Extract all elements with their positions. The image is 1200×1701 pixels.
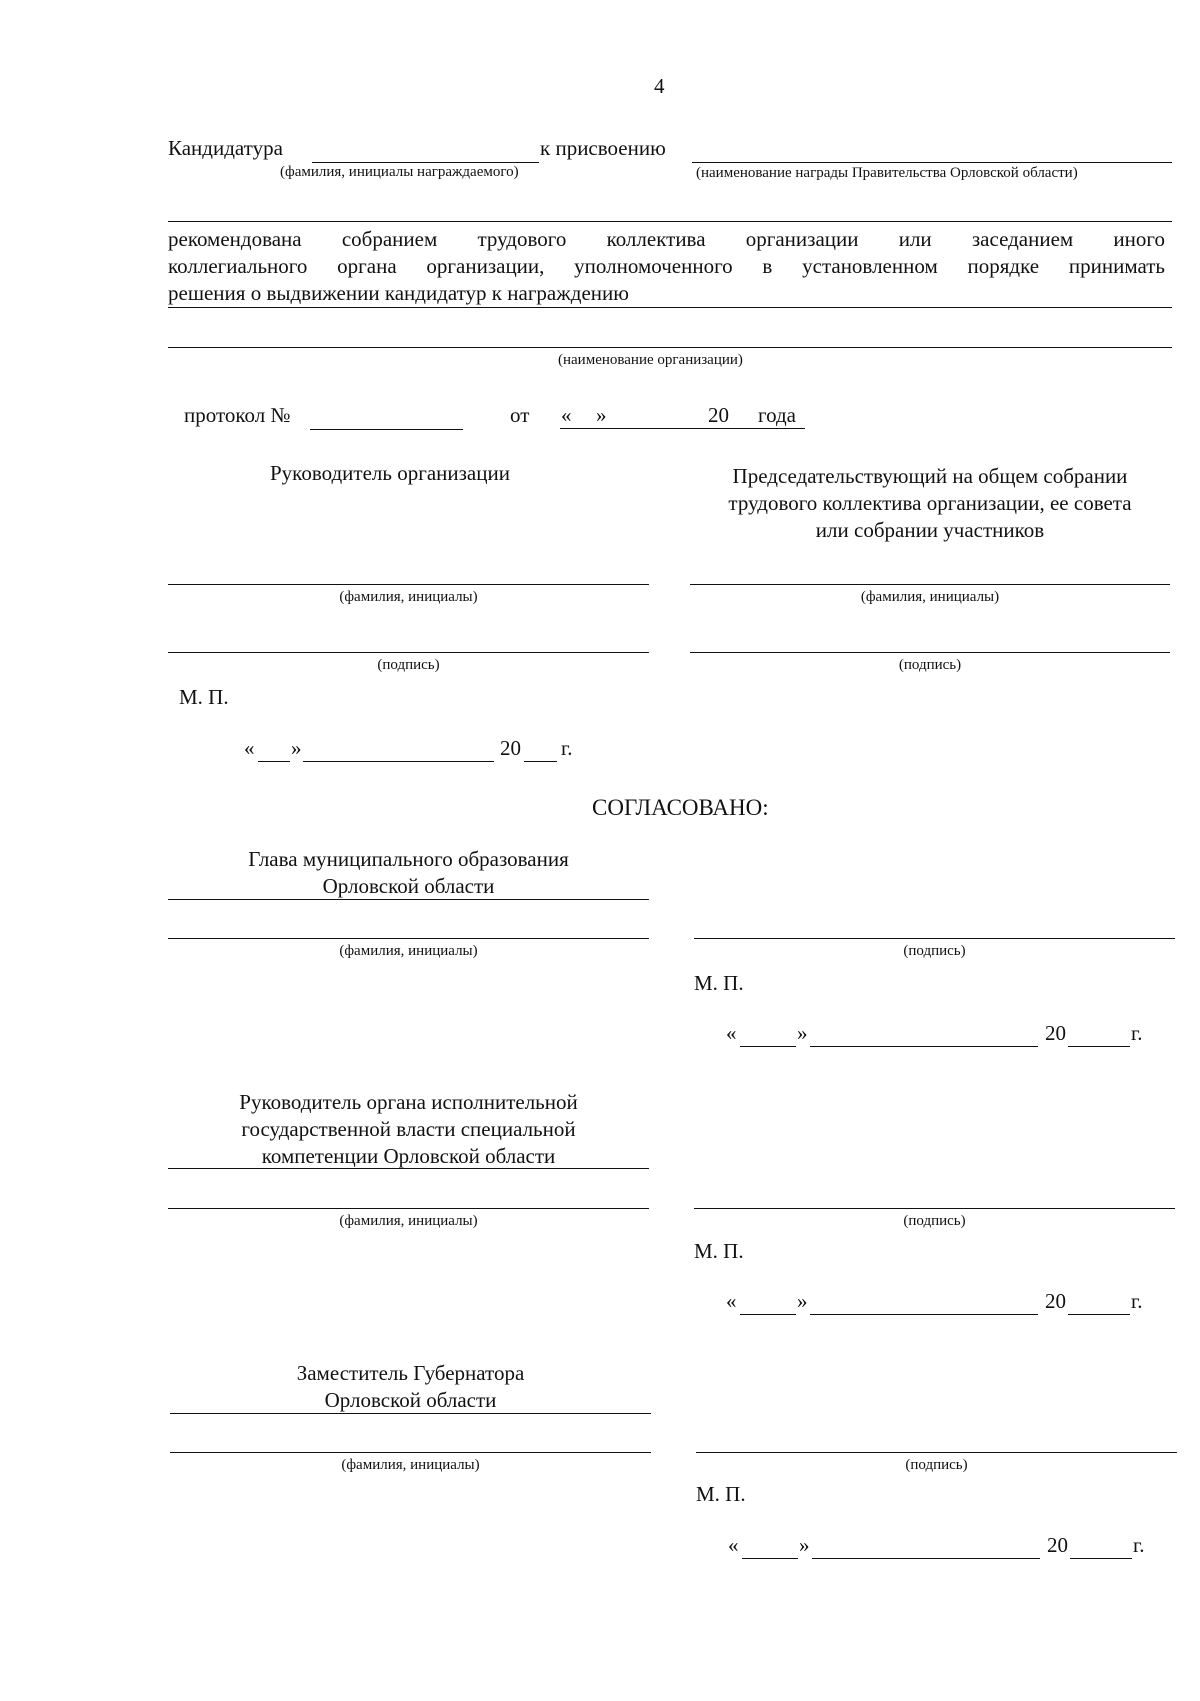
chair-title-line-3: или собрании участников xyxy=(815,518,1045,542)
approval-2-signature-line[interactable] xyxy=(694,1208,1175,1209)
approval-1-date-day-line[interactable] xyxy=(740,1046,796,1047)
approval-3-signature-line[interactable] xyxy=(696,1452,1177,1453)
approval-2-title-line-1: Руководитель органа исполнительной xyxy=(239,1090,578,1114)
approval-1-name-line[interactable] xyxy=(168,938,649,939)
award-name-caption: (наименование награды Правительства Орловской области) xyxy=(696,165,1078,181)
organization-name-line[interactable] xyxy=(168,347,1172,348)
approval-2-date-day-line[interactable] xyxy=(740,1314,796,1315)
approval-1-date-year-line[interactable] xyxy=(1068,1046,1130,1047)
head-signature-line[interactable] xyxy=(168,652,649,653)
date-year-line[interactable] xyxy=(524,761,557,762)
approval-3-title-line-2: Орловской области xyxy=(324,1388,497,1412)
candidate-name-caption: (фамилия, инициалы награждаемого) xyxy=(280,164,519,180)
date-open-quote: « xyxy=(244,736,255,760)
protocol-date-line[interactable] xyxy=(560,428,805,429)
approval-3-signature-caption: (подпись) xyxy=(905,1457,968,1473)
approval-3-date-open-quote: « xyxy=(728,1533,739,1557)
approval-1-date-open-quote: « xyxy=(726,1021,737,1045)
approval-2-date-open-quote: « xyxy=(726,1289,737,1313)
approval-2-title-underline xyxy=(168,1168,649,1169)
approval-1-date-year-suffix: г. xyxy=(1131,1021,1143,1045)
approval-1-title-line-1: Глава муниципального образования xyxy=(248,847,569,871)
chair-title-line-2: трудового коллектива организации, ее совета xyxy=(728,491,1132,515)
approval-2-date-year-prefix: 20 xyxy=(1045,1289,1066,1313)
approval-3-date-year-suffix: г. xyxy=(1133,1533,1145,1557)
approval-1-stamp: М. П. xyxy=(694,971,744,995)
date-year-prefix: 20 xyxy=(500,736,521,760)
protocol-from-label: от xyxy=(510,403,530,427)
chair-signature-line[interactable] xyxy=(690,652,1170,653)
award-name-line[interactable] xyxy=(692,162,1172,163)
approval-2-date-year-suffix: г. xyxy=(1131,1289,1143,1313)
candidate-label: Кандидатура xyxy=(168,136,283,160)
head-signature-caption: (подпись) xyxy=(377,657,440,673)
organization-caption: (наименование организации) xyxy=(558,352,743,368)
date-month-line[interactable] xyxy=(303,761,494,762)
approval-1-signature-line[interactable] xyxy=(694,938,1175,939)
approval-1-date-close-quote: » xyxy=(797,1021,808,1045)
approval-1-title-line-2: Орловской области xyxy=(322,874,495,898)
to-award-label: к присвоению xyxy=(540,136,666,160)
approval-2-date-month-line[interactable] xyxy=(810,1314,1038,1315)
recommendation-line-2: коллегиального органа организации, уполномоченного в установленном порядке принимать xyxy=(168,254,1165,278)
approval-3-title-underline xyxy=(170,1413,651,1414)
approval-2-stamp: М. П. xyxy=(694,1239,744,1263)
protocol-label: протокол № xyxy=(184,403,291,427)
protocol-number-line[interactable] xyxy=(310,429,463,430)
head-name-line[interactable] xyxy=(168,584,649,585)
head-of-organization-title: Руководитель организации xyxy=(270,461,510,485)
head-name-caption: (фамилия, инициалы) xyxy=(339,589,478,605)
approval-1-date-month-line[interactable] xyxy=(810,1046,1038,1047)
protocol-year-suffix: года xyxy=(758,403,796,427)
protocol-close-quote: » xyxy=(596,403,607,427)
approval-2-name-caption: (фамилия, инициалы) xyxy=(339,1213,478,1229)
recommendation-line-1: рекомендована собранием трудового коллектива организации или заседанием иного xyxy=(168,227,1165,251)
chair-name-line[interactable] xyxy=(690,584,1170,585)
approval-2-date-close-quote: » xyxy=(797,1289,808,1313)
award-continuation-line[interactable] xyxy=(168,221,1172,222)
approved-title: СОГЛАСОВАНО: xyxy=(592,795,769,820)
recommendation-line-3: решения о выдвижении кандидатур к награждению xyxy=(168,281,629,305)
approval-1-title-underline xyxy=(168,899,649,900)
approval-2-name-line[interactable] xyxy=(168,1208,649,1209)
approval-2-title-line-2: государственной власти специальной xyxy=(241,1117,576,1141)
approval-3-date-month-line[interactable] xyxy=(812,1558,1040,1559)
protocol-year-prefix: 20 xyxy=(708,403,729,427)
approval-3-stamp: М. П. xyxy=(696,1482,746,1506)
date-year-suffix: г. xyxy=(561,736,573,760)
approval-3-date-year-prefix: 20 xyxy=(1047,1533,1068,1557)
approval-3-title-line-1: Заместитель Губернатора xyxy=(296,1361,525,1385)
protocol-open-quote: « xyxy=(561,403,572,427)
chair-signature-caption: (подпись) xyxy=(898,657,962,673)
page-number: 4 xyxy=(654,74,665,98)
approval-3-name-line[interactable] xyxy=(170,1452,651,1453)
approval-3-name-caption: (фамилия, инициалы) xyxy=(341,1457,480,1473)
stamp-label: М. П. xyxy=(179,685,229,709)
approval-1-signature-caption: (подпись) xyxy=(903,943,966,959)
date-close-quote: » xyxy=(291,736,302,760)
approval-2-signature-caption: (подпись) xyxy=(903,1213,966,1229)
approval-3-date-day-line[interactable] xyxy=(742,1558,798,1559)
approval-2-date-year-line[interactable] xyxy=(1068,1314,1130,1315)
recommendation-underline xyxy=(168,307,1172,308)
approval-1-name-caption: (фамилия, инициалы) xyxy=(339,943,478,959)
chair-name-caption: (фамилия, инициалы) xyxy=(860,589,1000,605)
approval-2-title-line-3: компетенции Орловской области xyxy=(261,1144,556,1168)
approval-3-date-year-line[interactable] xyxy=(1070,1558,1132,1559)
date-day-line[interactable] xyxy=(258,761,290,762)
chair-title-line-1: Председательствующий на общем собрании xyxy=(732,464,1128,488)
approval-1-date-year-prefix: 20 xyxy=(1045,1021,1066,1045)
approval-3-date-close-quote: » xyxy=(799,1533,810,1557)
